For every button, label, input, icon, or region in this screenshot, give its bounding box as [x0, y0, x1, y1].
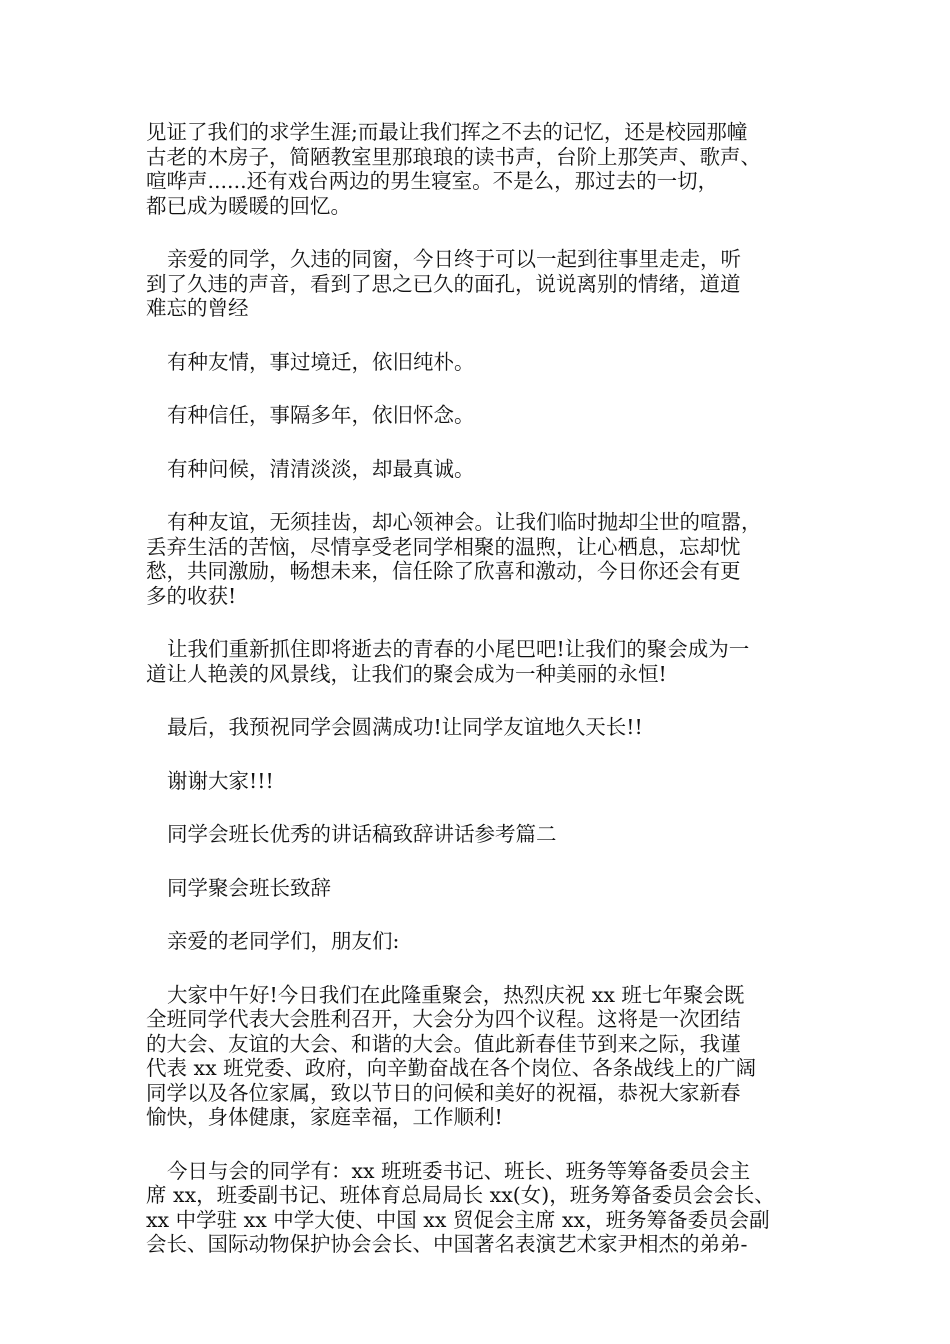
text-line: 都已成为暖暖的回忆。	[146, 193, 351, 218]
text-line: 愁，共同激励，畅想未来，信任除了欣喜和激动，今日你还会有更	[146, 559, 741, 583]
paragraph-celebration	[146, 983, 814, 1130]
text-line: 有种友谊，无须挂齿，却心领神会。让我们临时抛却尘世的喧嚣，	[167, 510, 762, 534]
text-line: 古老的木房子，简陋教室里那琅琅的读书声，台阶上那笑声、歌声、	[146, 144, 761, 169]
text-line: 让我们重新抓住即将逝去的青春的小尾巴吧!让我们的聚会成为一	[167, 637, 750, 661]
text-line: 多的收获!	[146, 583, 237, 608]
paragraph-wishes	[146, 715, 814, 740]
text-line: 道让人艳羡的风景线，让我们的聚会成为一种美丽的永恒!	[146, 661, 667, 686]
text-line: 代表 xx 班党委、政府，向辛勤奋战在各个岗位、各条战线上的广阔	[146, 1056, 757, 1080]
paragraph-tacit-friendship	[146, 510, 814, 608]
text-line: 同学以及各位家属，致以节日的问候和美好的祝福，恭祝大家新春	[146, 1080, 741, 1105]
paragraph-greeting	[146, 457, 814, 482]
paragraph-memories	[146, 120, 814, 218]
text-line: 同学聚会班长致辞	[167, 875, 331, 900]
text-line: 最后，我预祝同学会圆满成功!让同学友谊地久天长!!	[167, 715, 643, 739]
text-line: 丢弃生活的苦恼，尽情享受老同学相聚的温煦，让心栖息，忘却忧	[146, 534, 741, 559]
text-line: 今日与会的同学有：xx 班班委书记、班长、班务等筹备委员会主	[167, 1158, 751, 1183]
paragraph-attendees	[146, 1159, 814, 1257]
text-line: 亲爱的老同学们，朋友们:	[167, 929, 400, 953]
paragraph-thanks	[146, 769, 814, 794]
text-line: 到了久违的声音，看到了思之已久的面孔，说说离别的情绪，道道	[146, 271, 741, 296]
section-title	[146, 822, 814, 847]
text-line: 有种信任，事隔多年，依旧怀念。	[167, 403, 475, 427]
text-line: 难忘的曾经	[146, 296, 249, 320]
text-line: 席 xx，班委副书记、班体育总局局长 xx(女)，班务筹备委员会会长、	[146, 1183, 775, 1207]
text-line: 会长、国际动物保护协会会长、中国著名表演艺术家尹相杰的弟弟-	[146, 1232, 748, 1256]
text-line: 大家中午好!今日我们在此隆重聚会，热烈庆祝 xx 班七年聚会既	[167, 982, 745, 1007]
paragraph-dear-classmates	[146, 247, 814, 321]
text-line: 全班同学代表大会胜利召开，大会分为四个议程。这将是一次团结	[146, 1007, 741, 1031]
text-line: 同学会班长优秀的讲话稿致辞讲话参考篇二	[167, 822, 557, 846]
paragraph-friendship	[146, 350, 814, 375]
text-line: 有种问候，清清淡淡，却最真诚。	[167, 456, 475, 481]
document-page	[146, 120, 814, 1286]
text-line: 喧哗声......还有戏台两边的男生寝室。不是么，那过去的一切，	[146, 169, 719, 193]
salutation	[146, 929, 814, 954]
text-line: 愉快，身体健康，家庭幸福，工作顺利!	[146, 1105, 503, 1129]
paragraph-youth	[146, 637, 814, 686]
text-line: 见证了我们的求学生涯;而最让我们挥之不去的记忆，还是校园那幢	[146, 120, 748, 144]
paragraph-trust	[146, 403, 814, 428]
text-line: 有种友情，事过境迁，依旧纯朴。	[167, 349, 475, 374]
text-line: 的大会、友谊的大会、和谐的大会。值此新春佳节到来之际，我谨	[146, 1031, 741, 1056]
text-line: xx 中学驻 xx 中学大使、中国 xx 贸促会主席 xx，班务筹备委员会副	[146, 1207, 770, 1232]
text-line: 谢谢大家!!!	[167, 768, 274, 793]
speech-title	[146, 876, 814, 901]
text-line: 亲爱的同学，久违的同窗，今日终于可以一起到往事里走走，听	[167, 247, 741, 271]
